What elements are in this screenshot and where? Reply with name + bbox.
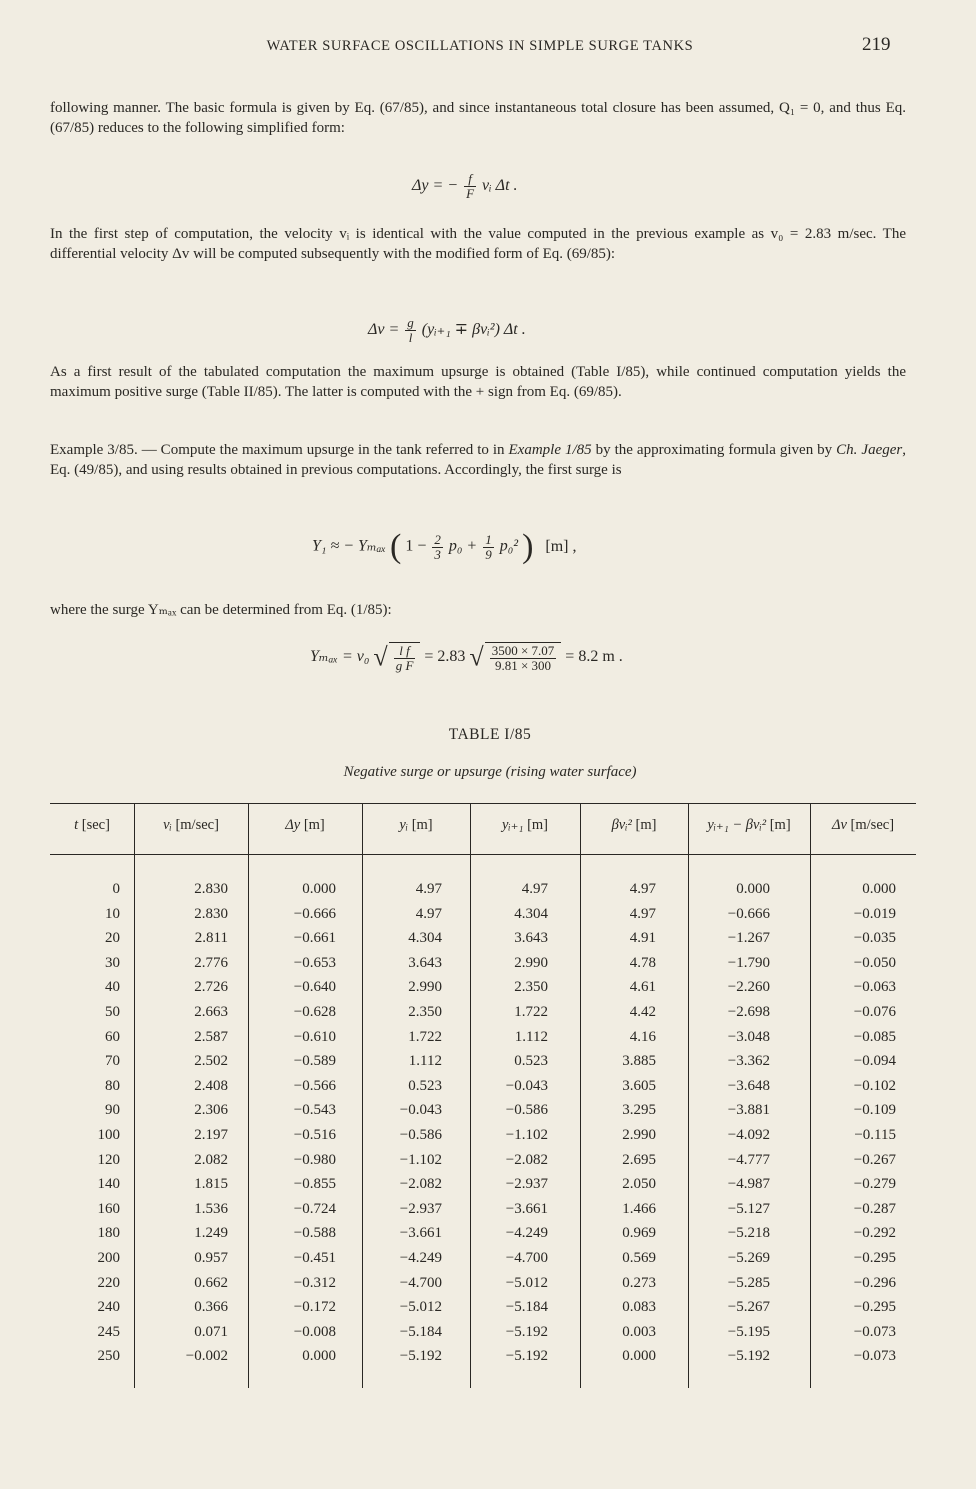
- table-cell: 0.569: [622, 1249, 656, 1266]
- table-cell: 2.830: [194, 905, 228, 922]
- table-column: [248, 877, 336, 1369]
- sqrt-sign-1: √: [373, 642, 388, 672]
- table-cell: −2.082: [399, 1176, 442, 1193]
- table-cell: 2.082: [194, 1151, 228, 1168]
- eq3-unit: [m] ,: [545, 537, 577, 555]
- eq1-numerator: f: [464, 172, 476, 187]
- table-cell: 0.000: [302, 1348, 336, 1365]
- table-cell: 2.695: [622, 1151, 656, 1168]
- table-cell: 1.466: [622, 1200, 656, 1217]
- table-cell: −5.012: [505, 1274, 548, 1291]
- table-cell: −1.102: [505, 1126, 548, 1143]
- table-cell: −5.192: [505, 1323, 548, 1340]
- table-cell: 4.97: [629, 881, 656, 897]
- paragraph-intro: following manner. The basic formula is given by Eq. (67/85), and since instantaneous total closure has been assumed, Q₁ = 0, and thus Eq. (67/85) reduces to the following simplified form:: [50, 100, 906, 136]
- table-cell: 250: [97, 1348, 120, 1365]
- table-cell: 0: [112, 881, 120, 897]
- table-cell: 0.523: [514, 1053, 548, 1070]
- table-cell: −0.002: [185, 1348, 228, 1365]
- table-cell: 2.776: [194, 954, 228, 971]
- table-cell: −0.172: [293, 1299, 336, 1316]
- table-cell: 160: [97, 1200, 120, 1217]
- table-cell: −0.076: [853, 1003, 896, 1020]
- table-cell: 3.643: [514, 930, 548, 947]
- table-cell: −4.249: [399, 1249, 442, 1266]
- table-top-rule: [50, 803, 916, 804]
- eq4-fraction-2: [490, 644, 557, 673]
- table-cell: −0.666: [727, 905, 770, 922]
- header-unit: [m/sec]: [846, 817, 895, 833]
- table-cell: −3.048: [727, 1028, 770, 1045]
- table-cell: 1.722: [408, 1028, 442, 1045]
- table-cell: −0.566: [293, 1077, 336, 1094]
- table-cell: 40: [105, 979, 120, 996]
- table-cell: −0.035: [853, 930, 896, 947]
- table-cell: 240: [97, 1299, 120, 1316]
- table-cell: −0.666: [293, 905, 336, 922]
- equation-ymax: [310, 642, 623, 673]
- header-variable: yᵢ: [399, 817, 409, 833]
- table-cell: 0.000: [736, 881, 770, 897]
- eq3-f1-numerator: 2: [434, 531, 441, 547]
- table-cell: −0.073: [853, 1323, 896, 1340]
- table-cell: −0.516: [293, 1126, 336, 1143]
- column-header: [134, 817, 248, 834]
- header-unit: [m]: [408, 817, 433, 833]
- table-cell: 80: [105, 1077, 120, 1094]
- table-cell: −0.855: [293, 1176, 336, 1193]
- table-cell: −0.628: [293, 1003, 336, 1020]
- table-cell: −0.296: [853, 1274, 896, 1291]
- table-cell: −0.085: [853, 1028, 896, 1045]
- table-cell: 2.197: [194, 1126, 228, 1143]
- header-unit: [m/sec]: [171, 817, 219, 833]
- table-cell: −4.777: [727, 1151, 770, 1168]
- table-cell: 2.502: [194, 1053, 228, 1070]
- table-cell: −0.008: [293, 1323, 336, 1340]
- table-cell: −0.295: [853, 1249, 896, 1266]
- column-header: [470, 817, 580, 834]
- table-cell: 0.662: [194, 1274, 228, 1291]
- table-cell: 4.97: [629, 905, 656, 922]
- eq2-fraction: [405, 316, 416, 345]
- table-cell: −4.700: [399, 1274, 442, 1291]
- table-cell: −5.192: [727, 1348, 770, 1365]
- table-cell: 0.273: [622, 1274, 656, 1291]
- table-cell: 30: [105, 954, 120, 971]
- table-cell: −5.267: [727, 1299, 770, 1316]
- table-cell: 4.42: [629, 1003, 656, 1020]
- table-cell: 1.722: [514, 1003, 548, 1020]
- table-cell: −0.312: [293, 1274, 336, 1291]
- eq1-fraction: [464, 172, 476, 201]
- table-cell: −3.648: [727, 1077, 770, 1094]
- table-column: [134, 877, 228, 1369]
- table-cell: −2.082: [505, 1151, 548, 1168]
- table-cell: −0.115: [854, 1126, 896, 1143]
- table-cell: −1.790: [727, 954, 770, 971]
- table-cell: −3.362: [727, 1053, 770, 1070]
- table-cell: −4.987: [727, 1176, 770, 1193]
- table-cell: 2.306: [194, 1102, 228, 1119]
- table-cell: 1.536: [194, 1200, 228, 1217]
- table-cell: 120: [97, 1151, 120, 1168]
- example-author: Ch. Jaeger: [836, 442, 903, 458]
- eq2-left: Δv =: [368, 321, 400, 339]
- eq3-left: Y₁ ≈ − Yₘₐₓ: [312, 537, 386, 555]
- column-header: [688, 817, 810, 834]
- header-unit: [m]: [300, 817, 325, 833]
- table-column: [810, 877, 896, 1369]
- header-unit: [sec]: [78, 817, 110, 833]
- paragraph-example: [50, 440, 906, 480]
- table-cell: 4.97: [415, 905, 442, 922]
- table-column: [688, 877, 770, 1369]
- table-cell: 0.000: [862, 881, 896, 897]
- table-cell: −0.287: [853, 1200, 896, 1217]
- table-cell: 2.663: [194, 1003, 228, 1020]
- table-cell: −0.610: [293, 1028, 336, 1045]
- table-cell: −5.012: [399, 1299, 442, 1316]
- table-cell: 100: [97, 1126, 120, 1143]
- paragraph-ymax: where the surge Yₘₐₓ can be determined from Eq. (1/85):: [50, 602, 392, 618]
- example-reference: Example 1/85: [508, 442, 592, 458]
- table-cell: −4.249: [505, 1225, 548, 1242]
- table-cell: 1.815: [194, 1176, 228, 1193]
- table-cell: 4.91: [629, 930, 656, 947]
- header-variable: vᵢ: [163, 817, 172, 833]
- table-cell: 3.295: [622, 1102, 656, 1119]
- table-cell: 10: [105, 905, 120, 922]
- table-cell: 4.78: [629, 954, 656, 971]
- table-cell: −0.653: [293, 954, 336, 971]
- table-cell: −2.937: [505, 1176, 548, 1193]
- table-cell: 2.990: [408, 979, 442, 996]
- eq4-mid: = 2.83: [424, 648, 466, 666]
- table-cell: −5.269: [727, 1249, 770, 1266]
- table-cell: −0.019: [853, 905, 896, 922]
- eq4-sqrt-1: [389, 642, 421, 673]
- table-cell: −0.109: [853, 1102, 896, 1119]
- table-column: [50, 877, 120, 1369]
- table-cell: −5.192: [399, 1348, 442, 1365]
- table-cell: 4.97: [521, 881, 548, 897]
- table-cell: 2.811: [194, 930, 228, 947]
- header-variable: yᵢ₊₁ − βvᵢ²: [707, 817, 767, 833]
- table-cell: 0.003: [622, 1323, 656, 1340]
- header-variable: Δv: [831, 817, 847, 833]
- table-cell: −0.586: [505, 1102, 548, 1119]
- table-cell: 200: [97, 1249, 120, 1266]
- table-subtitle: Negative surge or upsurge (rising water surface): [343, 764, 637, 780]
- table-cell: 2.350: [514, 979, 548, 996]
- table-cell: −0.043: [399, 1102, 442, 1119]
- table-cell: 2.990: [514, 954, 548, 971]
- table-column: [470, 877, 548, 1369]
- table-cell: 3.605: [622, 1077, 656, 1094]
- table-title: TABLE I/85: [448, 726, 532, 743]
- table-cell: 4.16: [629, 1028, 656, 1045]
- table-cell: −0.279: [853, 1176, 896, 1193]
- table-cell: −0.661: [293, 930, 336, 947]
- table-cell: −0.292: [853, 1225, 896, 1242]
- table-cell: −1.102: [399, 1151, 442, 1168]
- page-number: 219: [862, 34, 891, 55]
- paragraph-result: As a first result of the tabulated computation the maximum upsurge is obtained (Table I/85), while continued computation yields the maximum positive surge (Table II/85). The latter is computed with the + sign from Eq. (69/85).: [50, 364, 906, 400]
- table-cell: 20: [105, 930, 120, 947]
- table-column: [580, 877, 656, 1369]
- eq2-numerator: g: [407, 315, 414, 330]
- table-cell: −0.043: [505, 1077, 548, 1094]
- table-cell: −0.451: [293, 1249, 336, 1266]
- column-header: [362, 817, 470, 834]
- table-cell: 50: [105, 1003, 120, 1020]
- equation-delta-y: [412, 172, 518, 201]
- table-cell: 60: [105, 1028, 120, 1045]
- eq3-close-paren: ): [522, 528, 534, 565]
- table-cell: −3.661: [399, 1225, 442, 1242]
- table-cell: −0.724: [293, 1200, 336, 1217]
- table-cell: 4.304: [514, 905, 548, 922]
- column-header: [810, 817, 916, 834]
- eq4-fraction-1: [394, 644, 416, 673]
- table-cell: 0.000: [302, 881, 336, 897]
- table-cell: −5.192: [505, 1348, 548, 1365]
- table-cell: −0.267: [853, 1151, 896, 1168]
- eq3-inner-c: p₀²: [499, 537, 519, 555]
- table-cell: 3.885: [622, 1053, 656, 1070]
- eq3-fraction-1: [432, 533, 443, 562]
- table-column: [362, 877, 442, 1369]
- table-cell: −0.063: [853, 979, 896, 996]
- eq4-f1-numerator: l f: [394, 644, 416, 659]
- table-cell: −0.589: [293, 1053, 336, 1070]
- table-cell: −0.543: [293, 1102, 336, 1119]
- table-cell: −3.661: [505, 1200, 548, 1217]
- table-cell: −5.195: [727, 1323, 770, 1340]
- equation-first-surge: [312, 528, 577, 566]
- example-text-c: , Eq. (49/85), and using results obtained in previous computations. Accordingly, the first surge is: [50, 442, 906, 478]
- table-cell: 0.957: [194, 1249, 228, 1266]
- table-cell: −5.127: [727, 1200, 770, 1217]
- eq4-f1-denominator: g F: [395, 658, 414, 673]
- table-cell: 0.523: [408, 1077, 442, 1094]
- table-cell: 4.304: [408, 930, 442, 947]
- table-cell: −0.586: [399, 1126, 442, 1143]
- table-header-rule: [50, 854, 916, 855]
- table-cell: 1.112: [514, 1028, 548, 1045]
- table-cell: 90: [105, 1102, 120, 1119]
- eq1-denominator: F: [466, 186, 475, 201]
- table-cell: 2.990: [622, 1126, 656, 1143]
- header-unit: [m]: [766, 817, 791, 833]
- eq3-f2-denominator: 9: [485, 546, 492, 562]
- header-variable: yᵢ₊₁: [502, 817, 524, 833]
- table-cell: 2.050: [622, 1176, 656, 1193]
- table-cell: −4.700: [505, 1249, 548, 1266]
- table-cell: −0.050: [853, 954, 896, 971]
- column-header: [248, 817, 362, 834]
- table-cell: 0.366: [194, 1299, 228, 1316]
- eq4-f2-denominator: 9.81 × 300: [494, 658, 552, 673]
- table-cell: −5.184: [505, 1299, 548, 1316]
- header-variable: Δy: [285, 817, 301, 833]
- table-cell: 245: [97, 1323, 120, 1340]
- table-cell: −2.937: [399, 1200, 442, 1217]
- example-text-a: Example 3/85. — Compute the maximum upsurge in the tank referred to in: [50, 442, 509, 458]
- table-cell: −0.640: [293, 979, 336, 996]
- table-cell: −0.980: [293, 1151, 336, 1168]
- eq4-f2-numerator: 3500 × 7.07: [491, 643, 555, 658]
- table-cell: −0.073: [853, 1348, 896, 1365]
- header-unit: [m]: [631, 817, 657, 833]
- table-cell: −4.092: [727, 1126, 770, 1143]
- table-cell: −5.184: [399, 1323, 442, 1340]
- table-cell: −1.267: [727, 930, 770, 947]
- table-cell: 2.830: [194, 881, 228, 897]
- table-cell: −2.260: [727, 979, 770, 996]
- table-cell: 180: [97, 1225, 120, 1242]
- eq2-right: (yᵢ₊₁ ∓ βvᵢ²) Δt .: [421, 321, 526, 339]
- table-cell: 220: [97, 1274, 120, 1291]
- table-cell: −0.102: [853, 1077, 896, 1094]
- column-header: [50, 817, 134, 834]
- running-title: WATER SURFACE OSCILLATIONS IN SIMPLE SURGE TANKS: [266, 38, 694, 54]
- table-cell: −0.295: [853, 1299, 896, 1316]
- table-cell: 3.643: [408, 954, 442, 971]
- eq3-inner-a: 1 −: [405, 537, 427, 555]
- header-unit: [m]: [523, 817, 548, 833]
- eq4-left: Yₘₐₓ = v₀: [310, 648, 370, 666]
- table-cell: 4.97: [415, 881, 442, 897]
- table-cell: 0.083: [622, 1299, 656, 1316]
- eq3-f1-denominator: 3: [434, 546, 441, 562]
- column-header: [580, 817, 688, 834]
- table-cell: 0.000: [622, 1348, 656, 1365]
- equation-delta-v: [368, 316, 526, 345]
- table-cell: 70: [105, 1053, 120, 1070]
- table-cell: 2.408: [194, 1077, 228, 1094]
- table-cell: 2.350: [408, 1003, 442, 1020]
- table-cell: 140: [97, 1176, 120, 1193]
- eq4-sqrt-2: [485, 642, 562, 673]
- eq4-right: = 8.2 m .: [565, 648, 623, 666]
- table-cell: 2.726: [194, 979, 228, 996]
- eq3-inner-b: p₀ +: [448, 537, 478, 555]
- table-cell: −0.094: [853, 1053, 896, 1070]
- eq3-f2-numerator: 1: [485, 531, 492, 547]
- example-text-b: by the approximating formula given by: [591, 442, 837, 458]
- table-cell: 4.61: [629, 979, 656, 996]
- table-cell: −5.285: [727, 1274, 770, 1291]
- eq3-fraction-2: [483, 533, 494, 562]
- eq1-left: Δy = −: [412, 177, 459, 195]
- eq2-denominator: l: [408, 330, 413, 345]
- eq1-right: vᵢ Δt .: [482, 177, 518, 195]
- table-cell: 1.112: [408, 1053, 442, 1070]
- header-variable: t: [74, 817, 79, 833]
- table-cell: −0.588: [293, 1225, 336, 1242]
- table-cell: −5.218: [727, 1225, 770, 1242]
- table-cell: −3.881: [727, 1102, 770, 1119]
- eq3-open-paren: (: [389, 528, 402, 565]
- table-cell: −2.698: [727, 1003, 770, 1020]
- sqrt-sign-2: √: [469, 642, 484, 672]
- table-cell: 0.969: [622, 1225, 656, 1242]
- table-cell: 0.071: [194, 1323, 228, 1340]
- paragraph-velocity: In the first step of computation, the velocity vᵢ is identical with the value computed in the previous example as v₀ = 2.83 m/sec. The differential velocity Δv will be computed subsequently with the modified form of Eq. (69/85):: [50, 226, 906, 262]
- surge-table: [50, 803, 916, 1388]
- table-cell: 2.587: [194, 1028, 228, 1045]
- header-variable: βvᵢ²: [611, 817, 632, 833]
- table-cell: 1.249: [194, 1225, 228, 1242]
